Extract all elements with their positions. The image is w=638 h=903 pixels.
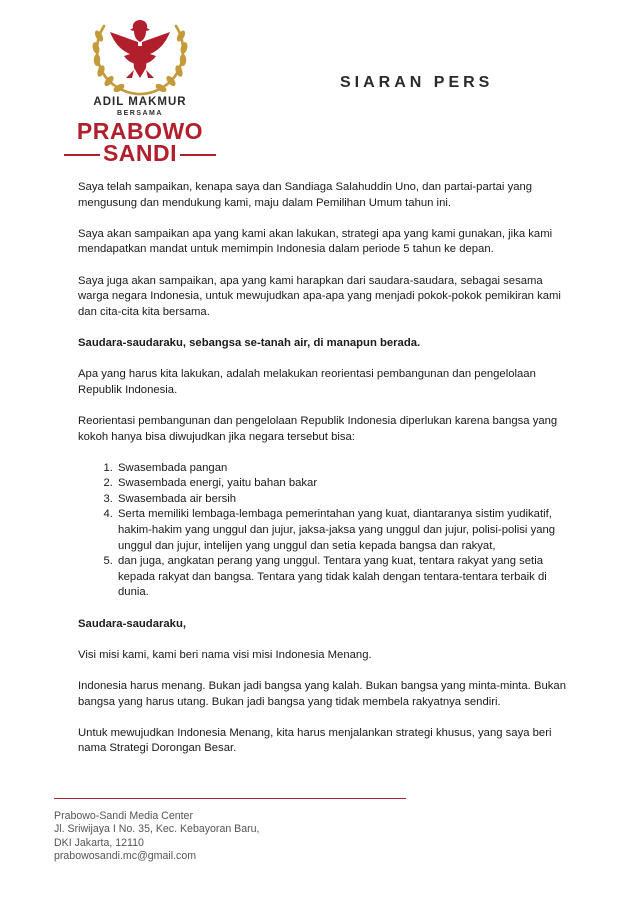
paragraph: Apa yang harus kita lakukan, adalah melakukan reorientasi pembangunan dan pengelolaan Republik Indonesia. — [78, 368, 536, 396]
paragraph: Saya akan sampaikan apa yang kami akan lakukan, strategi apa yang kami gunakan, jika kami mendapatkan mandat untuk memimpin Indonesia dalam periode 5 tahun ke depan. — [78, 227, 553, 256]
requirements-list — [78, 461, 568, 601]
footer-address-line2: DKI Jakarta, 12110 — [54, 836, 144, 849]
list-item: 1. Swasembada pangan — [116, 461, 568, 477]
campaign-logo — [60, 12, 220, 166]
logo-rule-right — [180, 154, 216, 156]
paragraph: Visi misi kami, kami beri nama visi misi Indonesia Menang. — [78, 648, 372, 661]
paragraph: Indonesia harus menang. Bukan jadi bangsa yang kalah. Bukan bangsa yang minta-minta. Bukan bangsa yang harus utang. Bukan jadi bangsa yang tidak membela rakyatnya sendiri. — [78, 680, 566, 708]
paragraph: Saya juga akan sampaikan, apa yang kami harapkan dari saudara-saudara, sebagai sesama warga negara Indonesia, untuk mewujudkan apa-apa yang menjadi pokok-pokok pemikiran kami dan cita-cita kita bersama. — [78, 274, 561, 318]
logo-tagline-mid: BERSAMA — [117, 110, 163, 117]
paragraph: Reorientasi pembangunan dan pengelolaan Republik Indonesia diperlukan karena bangsa yang kokoh hanya bisa diwujudkan jika negara tersebut bisa: — [78, 414, 558, 443]
list-item: 2. Swasembada energi, yaitu bahan bakar — [116, 476, 568, 492]
press-release-body — [78, 180, 568, 773]
list-item: 3. Swasembada air bersih — [116, 492, 568, 508]
logo-name-prabowo: PRABOWO — [76, 118, 204, 144]
logo-rule-left — [64, 154, 100, 156]
document-title: SIARAN PERS — [340, 74, 494, 91]
section-heading: Saudara-saudaraku, sebangsa se-tanah air, di manapun berada. — [78, 336, 421, 349]
footer-org: Prabowo-Sandi Media Center — [54, 810, 193, 822]
section-heading: Saudara-saudaraku, — [78, 617, 186, 630]
paragraph: Untuk mewujudkan Indonesia Menang, kita harus menjalankan strategi khusus, yang saya beri nama Strategi Dorongan Besar. — [78, 726, 552, 755]
list-item: 5. dan juga, angkatan perang yang unggul. Tentara yang kuat, tentara rakyat yang setia kepada rakyat dan bangsa. Tentara yang tidak kalah dengan tentara-tentara terbaik di dunia. — [116, 554, 568, 601]
footer-email: prabowosandi.mc@gmail.com — [54, 850, 197, 863]
logo-name-sandi: SANDI — [102, 140, 178, 166]
garuda-emblem-icon — [80, 12, 200, 98]
footer-divider — [54, 798, 406, 799]
paragraph: Saya telah sampaikan, kenapa saya dan Sandiaga Salahuddin Uno, dan partai-partai yang mengusung dan mendukung kami, maju dalam Pemilihan Umum tahun ini. — [78, 181, 533, 209]
footer-contact — [54, 810, 260, 864]
logo-tagline-top: ADIL MAKMUR — [93, 96, 187, 108]
list-item: 4. Serta memiliki lembaga-lembaga pemerintahan yang kuat, diantaranya sistim yudikatif, hakim-hakim yang unggul dan jujur, jaksa-jaksa yang unggul dan jujur, polisi-polisi yang unggul dan jujur, intelijen yang unggul dan setia kepada bangsa dan rakyat, — [116, 507, 568, 554]
footer-address-line1: Jl. Sriwijaya I No. 35, Kec. Kebayoran Baru, — [54, 823, 260, 836]
